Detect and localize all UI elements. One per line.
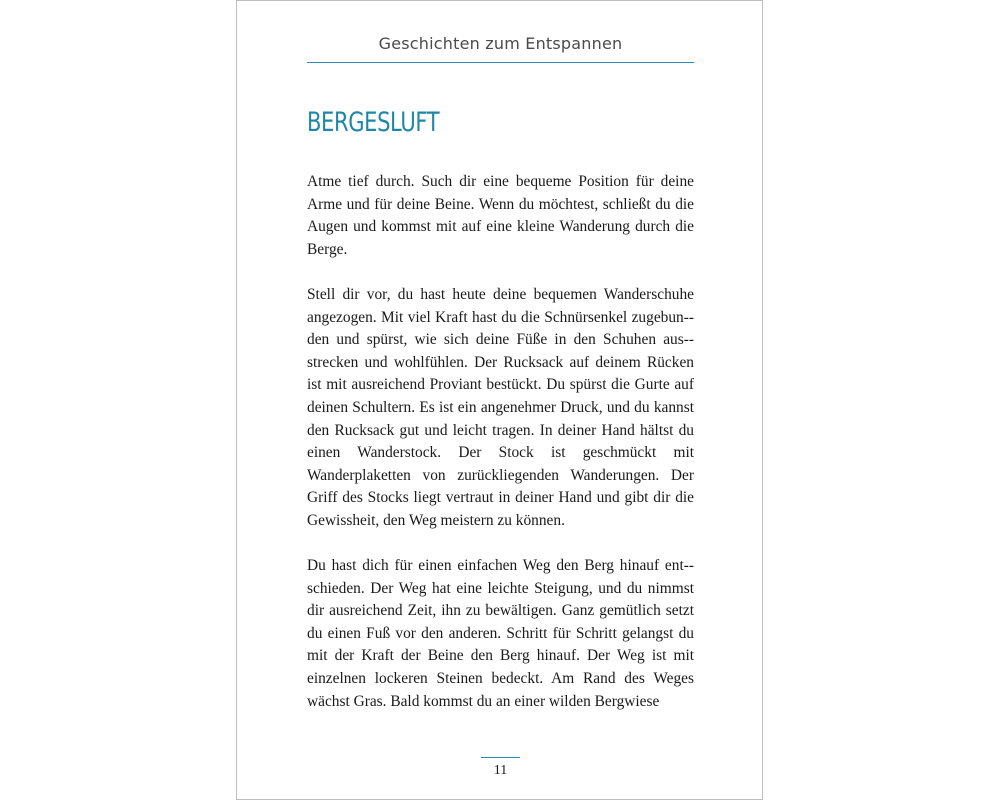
paragraph-1: Atme tief durch. Such dir eine bequeme Position für deine Arme und für deine Beine. Wenn du möchtest, schließt du die Augen und kommst mit auf eine kleine Wanderung durch die Berge. <box>307 173 694 258</box>
paragraph-2: Stell dir vor, du hast heute deine bequemen Wanderschuhe angezogen. Mit viel Kraft hast du die Schnürsenkel zugebun-den und spürst, wie sich deine Füße in den Schuhen aus-strecken und wohlfühlen. Der Rucksack auf deinem Rücken ist mit ausreichend Proviant bestückt. Du spürst die Gurte auf deinen Schultern. Es ist ein angenehmer Druck, und du kannst den Rucksack gut und leicht tragen. In deiner Hand hältst du einen Wanderstock. Der Stock ist geschmückt mit Wanderplaketten von zurückliegenden Wanderungen. Der Griff des Stocks liegt vertraut in deiner Hand und gibt dir die Gewissheit, den Weg meistern zu können. <box>307 285 694 529</box>
paragraph-3: Du hast dich für einen einfachen Weg den Berg hinauf ent-schieden. Der Weg hat eine leichte Steigung, und du nimmst dir ausreichend Zeit, ihn zu bewältigen. Ganz gemütlich setzt du einen Fuß vor den anderen. Schritt für Schritt gelangst du mit der Kraft der Beine den Berg hinauf. Der Weg ist mit einzelnen lockeren Steinen bedeckt. Am Rand des Weges wächst Gras. Bald kommst du an einer wilden Bergwiese <box>307 557 694 710</box>
book-page <box>236 0 763 800</box>
chapter-title: BERGESLUFT <box>307 107 440 138</box>
header-rule <box>307 62 694 63</box>
body-text <box>307 171 694 736</box>
page-number: 11 <box>493 763 508 778</box>
footer-rule <box>481 757 520 758</box>
running-header: Geschichten zum Entspannen <box>378 34 623 53</box>
